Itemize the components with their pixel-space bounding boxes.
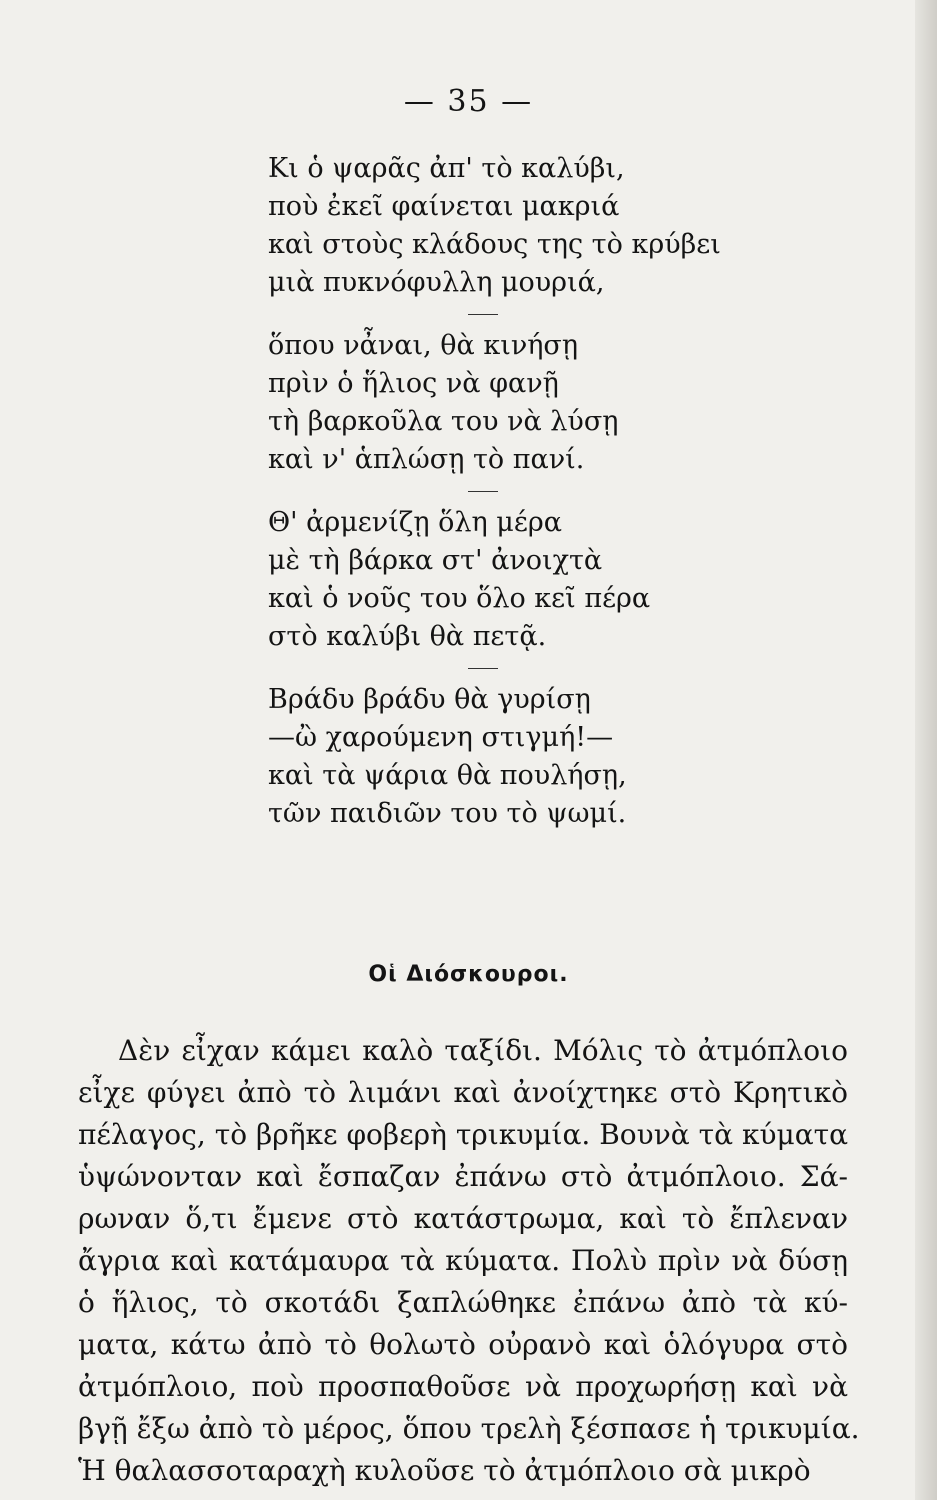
poem-line: καὶ στοὺς κλάδους της τὸ κρύβει	[268, 229, 721, 260]
poem-stanza-2	[268, 327, 868, 479]
prose-line: Δὲν εἶχαν κάμει καλὸ ταξίδι. Μόλις τὸ ἀτμόπλοιο	[118, 1034, 848, 1067]
page-edge	[915, 0, 937, 1500]
poem-line: μιὰ πυκνόφυλλη μουριά,	[268, 267, 605, 298]
page-number: — 35 —	[403, 84, 534, 119]
poem	[268, 150, 868, 833]
prose-line: ἄγρια καὶ κατάμαυρα τὰ κύματα. Πολὺ πρὶν νὰ δύσῃ	[78, 1244, 848, 1277]
stanza-divider	[468, 668, 498, 669]
poem-stanza-1	[268, 150, 868, 302]
poem-line: ποὺ ἐκεῖ φαίνεται μακριά	[268, 191, 620, 222]
poem-line: μὲ τὴ βάρκα στ' ἀνοιχτὰ	[268, 545, 603, 576]
prose-line: Ἡ θαλασσοταραχὴ κυλοῦσε τὸ ἀτμόπλοιο σὰ μικρὸ	[78, 1454, 811, 1487]
poem-line: ὅπου νἆναι, θὰ κινήσῃ	[268, 330, 579, 361]
prose-line: ρωναν ὅ,τι ἔμενε στὸ κατάστρωμα, καὶ τὸ ἔπλεναν	[78, 1202, 848, 1235]
poem-line: καὶ ὁ νοῦς του ὅλο κεῖ πέρα	[268, 583, 651, 614]
poem-stanza-4	[268, 681, 868, 833]
poem-line: —ὢ χαρούμενη στιγμή!—	[268, 722, 614, 753]
poem-line: Κι ὁ ψαρᾶς ἀπ' τὸ καλύβι,	[268, 153, 625, 184]
poem-line: Θ' ἀρμενίζῃ ὅλη μέρα	[268, 507, 562, 538]
section-title: Οἱ Διόσκουροι.	[368, 962, 569, 987]
poem-line: καὶ τὰ ψάρια θὰ πουλήσῃ,	[268, 760, 627, 791]
prose-line: πέλαγος, τὸ βρῆκε φοβερὴ τρικυμία. Βουνὰ τὰ κύματα	[78, 1118, 848, 1151]
prose-line: ὑψώνονταν καὶ ἔσπαζαν ἐπάνω στὸ ἀτμόπλοιο. Σά-	[78, 1160, 848, 1193]
prose-line: ἀτμόπλοιο, ποὺ προσπαθοῦσε νὰ προχωρήσῃ καὶ νὰ	[78, 1370, 848, 1403]
prose-paragraph	[78, 1030, 860, 1492]
prose-line: βγῇ ἔξω ἀπὸ τὸ μέρος, ὅπου τρελὴ ξέσπασε ἡ τρικυμία.	[78, 1412, 860, 1445]
stanza-divider	[468, 491, 498, 492]
poem-line: καὶ ν' ἁπλώσῃ τὸ πανί.	[268, 444, 585, 475]
prose-line: ὁ ἥλιος, τὸ σκοτάδι ξαπλώθηκε ἐπάνω ἀπὸ τὰ κύ-	[78, 1286, 848, 1319]
poem-line: τῶν παιδιῶν του τὸ ψωμί.	[268, 798, 627, 829]
poem-stanza-3	[268, 504, 868, 656]
poem-line: τὴ βαρκοῦλα του νὰ λύσῃ	[268, 406, 619, 437]
poem-line: πρὶν ὁ ἥλιος νὰ φανῇ	[268, 368, 559, 399]
stanza-divider	[468, 314, 498, 315]
prose-line: εἶχε φύγει ἀπὸ τὸ λιμάνι καὶ ἀνοίχτηκε στὸ Κρητικὸ	[78, 1076, 848, 1109]
poem-line: Βράδυ βράδυ θὰ γυρίσῃ	[268, 684, 591, 715]
prose-line: ματα, κάτω ἀπὸ τὸ θολωτὸ οὐρανὸ καὶ ὁλόγυρα στὸ	[78, 1328, 848, 1361]
poem-line: στὸ καλύβι θὰ πετᾷ.	[268, 621, 547, 652]
